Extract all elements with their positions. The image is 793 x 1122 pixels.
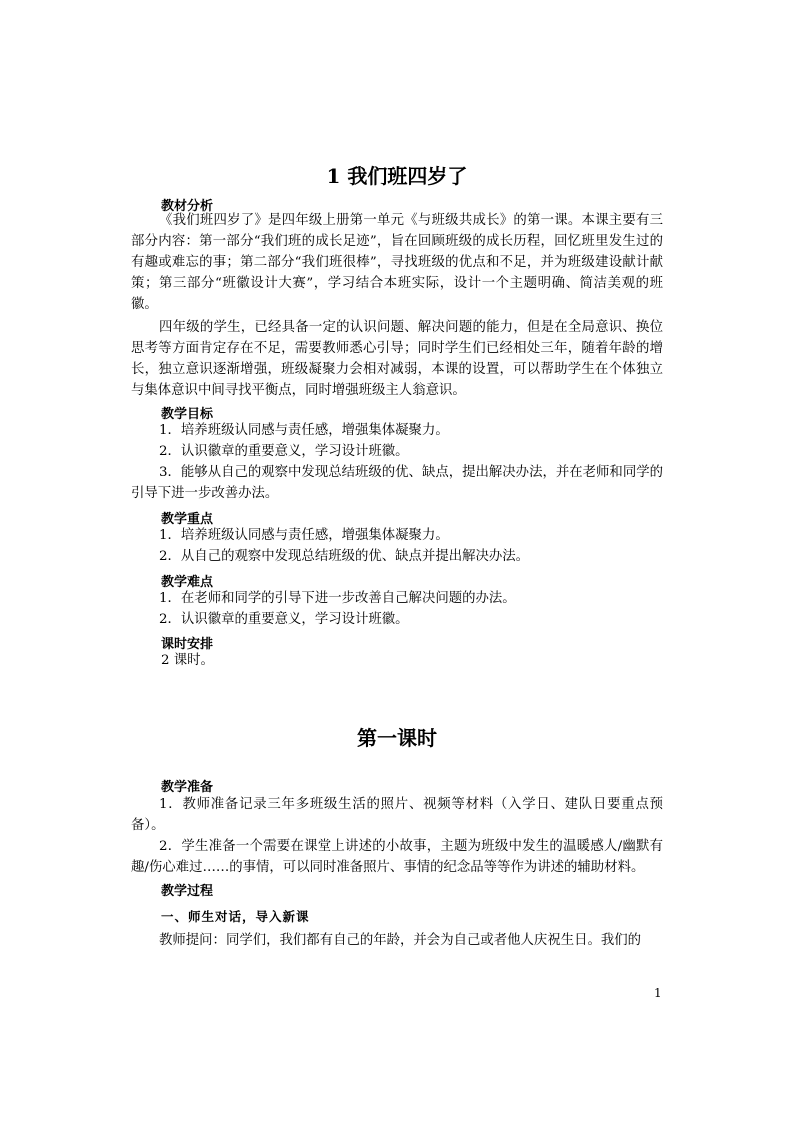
goal-item-3: 3．能够从自己的观察中发现总结班级的优、缺点，提出解决办法，并在老师和同学的引导下进一步改善办法。 — [131, 465, 663, 501]
lesson-1-title: 第一课时 — [357, 726, 437, 750]
lesson-title: 1 我们班四岁了 — [326, 164, 468, 188]
goal-item-1: 1．培养班级认同感与责任感，增强集体凝聚力。 — [159, 423, 449, 438]
step-1-heading: 一、师生对话，导入新课 — [161, 909, 310, 924]
step-1-text: 教师提问：同学们，我们都有自己的年龄，并会为自己或者他人庆祝生日。我们的 — [159, 933, 642, 948]
goals-heading: 教学目标 — [161, 407, 214, 422]
key-point-item-2: 2．从自己的观察中发现总结班级的优、缺点并提出解决办法。 — [159, 549, 530, 564]
key-point-item-1: 1．培养班级认同感与责任感，增强集体凝聚力。 — [159, 528, 449, 543]
analysis-paragraph-1: 《我们班四岁了》是四年级上册第一单元《与班级共成长》的第一课。本课主要有三部分内容：第一部分“我们班的成长足迹”，旨在回顾班级的成长历程，回忆班里发生过的有趣或难忘的事；第二部分“我们班很棒”，寻找班级的优点和不足，并为班级建设献计献策；第三部分“班徽设计大赛”，学习结合本班实际，设计一个主题明确、简洁美观的班徽。 — [131, 213, 663, 312]
difficult-point-item-2: 2．认识徽章的重要意义，学习设计班徽。 — [159, 612, 409, 627]
schedule-text: 2 课时。 — [161, 653, 214, 668]
analysis-paragraph-2: 四年级的学生，已经具备一定的认识问题、解决问题的能力，但是在全局意识、换位思考等方面肯定存在不足，需要教师悉心引导；同时学生们已经相处三年，随着年龄的增长，独立意识逐渐增强，班级凝聚力会相对减弱，本课的设置，可以帮助学生在个体独立与集体意识中间寻找平衡点，同时增强班级主人翁意识。 — [131, 320, 663, 398]
analysis-heading: 教材分析 — [161, 199, 214, 214]
process-heading: 教学过程 — [161, 884, 214, 899]
difficult-point-item-1: 1．在老师和同学的引导下进一步改善自己解决问题的办法。 — [159, 591, 516, 606]
key-points-heading: 教学重点 — [161, 512, 214, 527]
difficult-points-heading: 教学难点 — [161, 575, 214, 590]
prep-item-1: 1．教师准备记录三年多班级生活的照片、视频等材料（入学日、建队日要重点预备）。 — [131, 797, 663, 833]
prep-item-2: 2．学生准备一个需要在课堂上讲述的小故事，主题为班级中发生的温暖感人/幽默有趣/伤心难过……的事情，可以同时准备照片、事情的纪念品等等作为讲述的辅助材料。 — [131, 839, 663, 875]
page-number: 1 — [654, 986, 662, 1000]
goal-item-2: 2．认识徽章的重要意义，学习设计班徽。 — [159, 444, 409, 459]
schedule-heading: 课时安排 — [161, 637, 214, 652]
prep-heading: 教学准备 — [161, 780, 214, 795]
